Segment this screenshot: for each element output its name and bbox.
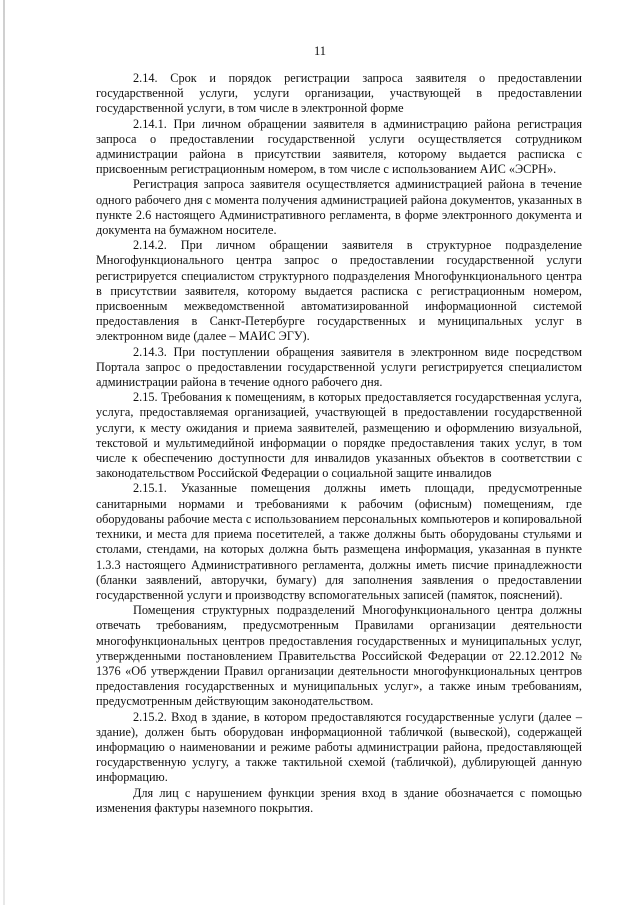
paragraph-2-15-2: 2.15.2. Вход в здание, в котором предоставляются государственные услуги (далее – здание), должен быть оборудован информационной табличкой (вывеской), содержащей информацию о наименовании и режиме работы администрации района, предоставляющей государственную услугу, а также тактильной схемой (табличкой), дублирующей данную информацию. [96, 709, 582, 785]
paragraph-registration: Регистрация запроса заявителя осуществляется администрацией района в течение одного рабочего дня с момента получения администрацией района документов, указанных в пункте 2.6 настоящего Административного регламента, в форме электронного документа и документа на бумажном носителе. [96, 177, 582, 238]
scan-edge-shadow [3, 0, 5, 905]
paragraph-2-15-1: 2.15.1. Указанные помещения должны иметь площади, предусмотренные санитарными нормами и требованиями к рабочим (офисным) помещениям, где оборудованы рабочие места с использованием персональных компьютеров и копировальной техники, и места для приема посетителей, а также должны быть оборудованы стульями и столами, стендами, на которых должна быть размещена информация, указанная в пункте 1.3.3 настоящего Административного регламента, должны иметь писчие принадлежности (бланки заявлений, авторучки, бумагу) для заполнения заявления о предоставлении государственной услуги и производству вспомогательных записей (памяток, пояснений). [96, 481, 582, 602]
section-2-15-heading: 2.15. Требования к помещениям, в которых предоставляется государственная услуга, услуга, предоставляемая организацией, участвующей в предоставлении государственной услуги, к месту ожидания и приема заявителей, размещению и оформлению визуальной, текстовой и мультимедийной информации о порядке предоставления таких услуг, в том числе к обеспечению доступности для инвалидов указанных объектов в соответствии с законодательством Российской Федерации о социальной защите инвалидов [96, 390, 582, 481]
paragraph-2-14-2: 2.14.2. При личном обращении заявителя в структурное подразделение Многофункционального центра запрос о предоставлении государственной услуги регистрируется специалистом структурного подразделения Многофункционального центра в присутствии заявителя, которому выдается расписка с регистрационным номером, присвоенным межведомственной автоматизированной информационной системой предоставления в Санкт-Петербурге государственных и муниципальных услуг в электронном виде (далее – МАИС ЭГУ). [96, 238, 582, 344]
body-text [96, 71, 582, 816]
page-number: 11 [313, 44, 327, 58]
paragraph-2-14-1: 2.14.1. При личном обращении заявителя в администрацию района регистрация запроса о предоставлении государственной услуги осуществляется сотрудником администрации района в присутствии заявителя, которому выдается расписка с присвоенным регистрационным номером, в том числе с использованием АИС «ЭСРН». [96, 116, 582, 177]
section-2-14-heading: 2.14. Срок и порядок регистрации запроса заявителя о предоставлении государственной услуги, услуги организации, участвующей в предоставлении государственной услуги, в том числе в электронной форме [96, 71, 582, 116]
paragraph-vision-impaired: Для лиц с нарушением функции зрения вход в здание обозначается с помощью изменения фактуры наземного покрытия. [96, 785, 582, 815]
paragraph-mfc-premises: Помещения структурных подразделений Многофункционального центра должны отвечать требованиям, предусмотренным Правилами организации деятельности многофункциональных центров предоставления государственных и муниципальных услуг, утвержденными постановлением Правительства Российской Федерации от 22.12.2012 № 1376 «Об утверждении Правил организации деятельности многофункциональных центров предоставления государственных и муниципальных услуг», а также иным требованиям, предусмотренным действующим законодательством. [96, 603, 582, 709]
paragraph-2-14-3: 2.14.3. При поступлении обращения заявителя в электронном виде посредством Портала запрос о предоставлении государственной услуги регистрируется специалистом администрации района в течение одного рабочего дня. [96, 344, 582, 390]
